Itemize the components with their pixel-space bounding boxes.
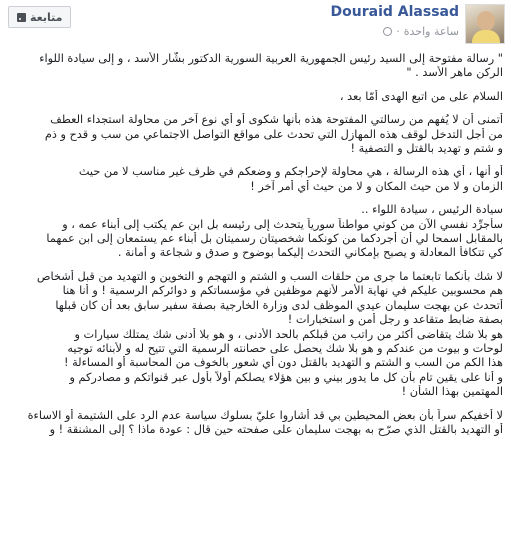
- post-text-line: أو أنها ، أي هذه الرسالة ، هي محاولة لإحراجكم و وضعكم في ظرف غير مناسب لا من حيث: [78, 165, 503, 179]
- post-paragraph: [8, 409, 503, 438]
- paragraph-gap: [8, 400, 503, 409]
- post-text-line: المهتمين بهذا الشأن !: [401, 385, 503, 399]
- author-avatar[interactable]: [465, 4, 505, 44]
- avatar-body-shape: [472, 30, 500, 44]
- paragraph-gap: [8, 261, 503, 270]
- paragraph-gap: [8, 194, 503, 203]
- post-paragraph: [8, 90, 503, 104]
- post-meta: [383, 25, 459, 38]
- post-paragraph: [8, 203, 503, 261]
- post-text-line: السلام على من اتبع الهدى أمّا بعد ،: [339, 89, 503, 103]
- post-text-line: كي تتكافأ المعادلة و يصبح بإمكاني التحدث إليكما بوضوح و صدق و شجاعة و أمانة .: [117, 246, 503, 260]
- post-text-line: أتحدث عن بهجت سليمان عيدي الموظف لدى وزارة الخارجية بصفة سفير سابق بعد أن كان قبلها: [55, 298, 503, 312]
- post-text-line: بالمقابل اسمحا لي أن أجردكما من كونكما شخصيتان رسميتان بل أبناء عم يستمعان إلى ابن عمهما: [46, 232, 503, 246]
- post-header: [0, 0, 511, 52]
- post-text-line: بصفة ضابط متقاعد و رجل أمن و استخبارات !: [287, 313, 503, 327]
- post-text-line: سيادة الرئيس ، سيادة اللواء ..: [361, 203, 503, 217]
- post-paragraph: [8, 270, 503, 400]
- post-text-line: لوحات و بيوت من عندكم و هو بلا شك يحصل على حصانته الرسمية التي تتيح له و لأبنائه توجيه: [67, 341, 503, 355]
- post-text-line: أتمنى أن لا يُفهم من رسالتي المفتوحة هذه بأنها شكوى أو أي نوع آخر من محاولة استجداء العطف: [50, 113, 503, 127]
- post-text-line: هو بلا شك يتقاضى أكثر من راتب من قبلكم بالحد الأدنى ، و هو بلا أدنى شك يمتلك سيارات و: [74, 327, 503, 341]
- post-text-line: أو التهديد بالقتل الذي صرّح به بهجت سليمان على صفحته حين قال : عودة ماذا ؟ إلى المشنقة ! و: [49, 422, 503, 436]
- post-time[interactable]: ساعة واحدة: [403, 25, 459, 38]
- post-paragraph: [8, 165, 503, 194]
- post-text-line: " رسالة مفتوحة إلى السيد رئيس الجمهورية العربية السورية الدكتور بشّار الأسد ، و إلى سيادة اللواء: [39, 52, 503, 65]
- paragraph-gap: [8, 156, 503, 165]
- avatar-head-shape: [477, 11, 495, 31]
- paragraph-gap: [8, 81, 503, 90]
- follow-label: متابعة: [30, 10, 63, 24]
- post-text-line: هذا الكم من السب و الشتم و التهديد بالقتل دون أي شعور بالخوف من المحاسبة أو المساءلة !: [63, 356, 503, 370]
- post-text-line: الزمان و لا من حيث المكان و لا من حيث أي أمر آخر !: [250, 179, 503, 193]
- post-text-line: الركن ماهر الأسد . ": [406, 66, 503, 80]
- post-text-line: و أنا على يقين تام بأن كل ما يدور بيني و بين هؤلاء يصلكم أولاً بأول عبر قنواتكم و مصادركم و: [69, 370, 503, 384]
- rss-follow-icon: [17, 13, 26, 22]
- post-text-line: و شتم و تهديد بالقتل و التصفية !: [350, 142, 503, 156]
- author-name[interactable]: Douraid Alassad: [330, 4, 459, 20]
- meta-separator: ·: [396, 25, 400, 38]
- post-text-line: سأجرِّد نفسي الآن من كوني مواطناً سورياً يتحدث إلى رئيسه بل ابن عم يكتب إلى أبناء عمه ، و: [62, 217, 503, 231]
- post-text-line: من أجل التدخل لوقف هذه المهازل التي تحدث على مواقع التواصل الاجتماعي من سب و قدح و ذم: [44, 127, 503, 141]
- post-text-line: لا أخفيكم سراً بأن بعض المحيطين بي قد أشاروا عليّ بسلوك سياسة عدم الرد على الشتيمة أو الاساءة: [27, 408, 503, 422]
- post-paragraph: [8, 52, 503, 81]
- follow-button[interactable]: [8, 6, 71, 28]
- post-paragraph: [8, 113, 503, 156]
- post-body: [8, 52, 503, 437]
- post-text-line: هم محسوبين عليكم في نهاية الأمر لأنهم موظفين في مؤسساتكم و دوائركم الرسمية ! و أنا هنا: [62, 284, 503, 298]
- paragraph-gap: [8, 104, 503, 113]
- post-text-line: لا شك بأنكما تابعتما ما جرى من حلقات السب و الشتم و التهجم و التخوين و التهديد من قبل أشخاص: [36, 269, 503, 283]
- public-globe-icon[interactable]: [383, 27, 392, 36]
